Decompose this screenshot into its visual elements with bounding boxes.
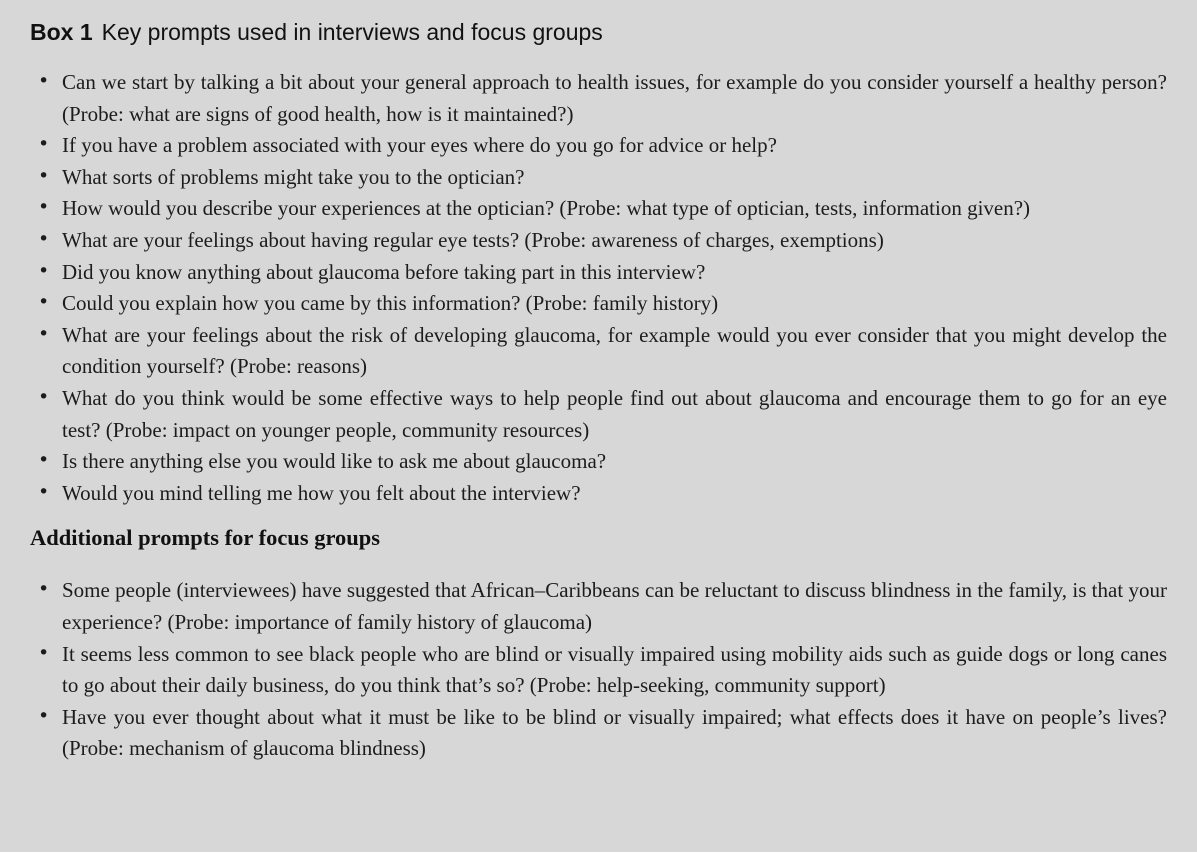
list-item	[38, 257, 1167, 289]
bullet-icon: •	[38, 70, 50, 92]
prompt-text: What are your feelings about having regular eye tests? (Probe: awareness of charges, exemptions)	[62, 227, 884, 252]
list-item	[38, 383, 1167, 446]
prompt-text: Is there anything else you would like to ask me about glaucoma?	[62, 449, 607, 474]
list-item	[38, 478, 1167, 510]
bullet-icon: •	[38, 578, 50, 601]
prompt-text: Can we start by talking a bit about your general approach to health issues, for example do you consider yourself a healthy person? (Probe: what are signs of good health, how is it maintained?)	[62, 70, 1167, 126]
prompt-text: Did you know anything about glaucoma before taking part in this interview?	[62, 259, 706, 284]
bullet-icon: •	[38, 133, 50, 156]
bullet-icon: •	[38, 322, 50, 345]
bullet-icon: •	[38, 259, 50, 282]
list-item	[38, 67, 1167, 130]
prompt-text: It seems less common to see black people who are blind or visually impaired using mobility aids such as guide dogs or long canes to go about their daily business, do you think that’s so? (Probe: help-seeking, community support)	[62, 641, 1167, 698]
list-item	[38, 702, 1167, 765]
list-item	[38, 193, 1167, 225]
prompt-text: Could you explain how you came by this information? (Probe: family history)	[62, 291, 719, 316]
list-item	[38, 575, 1167, 638]
bullet-icon: •	[38, 291, 50, 314]
bullet-icon: •	[38, 480, 50, 503]
bullet-icon: •	[38, 449, 50, 472]
bullet-icon: •	[38, 164, 50, 187]
prompt-text: What are your feelings about the risk of developing glaucoma, for example would you ever consider that you might develop the condition yourself? (Probe: reasons)	[62, 322, 1167, 379]
bullet-icon: •	[38, 641, 50, 664]
interview-prompts-list	[30, 67, 1167, 509]
list-item	[38, 225, 1167, 257]
focus-groups-subheading: Additional prompts for focus groups	[30, 525, 381, 551]
list-item	[38, 130, 1167, 162]
prompt-text: How would you describe your experiences at the optician? (Probe: what type of optician, tests, information given?)	[62, 196, 1031, 221]
prompt-text: If you have a problem associated with your eyes where do you go for advice or help?	[62, 133, 777, 158]
focus-group-prompts-list	[30, 575, 1167, 765]
box-title	[30, 17, 1167, 47]
prompt-text: What sorts of problems might take you to the optician?	[62, 164, 525, 189]
bullet-icon: •	[38, 385, 50, 408]
bullet-icon: •	[38, 704, 50, 727]
list-item	[38, 639, 1167, 702]
list-item	[38, 288, 1167, 320]
list-item	[38, 320, 1167, 383]
bullet-icon: •	[38, 227, 50, 250]
prompt-text: Some people (interviewees) have suggested that African–Caribbeans can be reluctant to discuss blindness in the family, is that your experience? (Probe: importance of family history of glaucoma)	[62, 578, 1167, 634]
prompt-text: Have you ever thought about what it must be like to be blind or visually impaired; what effects does it have on people’s lives? (Probe: mechanism of glaucoma blindness)	[62, 704, 1167, 761]
box-title-text: Key prompts used in interviews and focus groups	[101, 19, 603, 45]
prompt-text: What do you think would be some effective ways to help people find out about glaucoma and encourage them to go for an eye test? (Probe: impact on younger people, community resources)	[62, 385, 1167, 442]
prompt-text: Would you mind telling me how you felt about the interview?	[62, 480, 581, 505]
box-title-label: Box 1	[30, 19, 93, 45]
list-item	[38, 446, 1167, 478]
bullet-icon: •	[38, 196, 50, 219]
list-item	[38, 162, 1167, 194]
